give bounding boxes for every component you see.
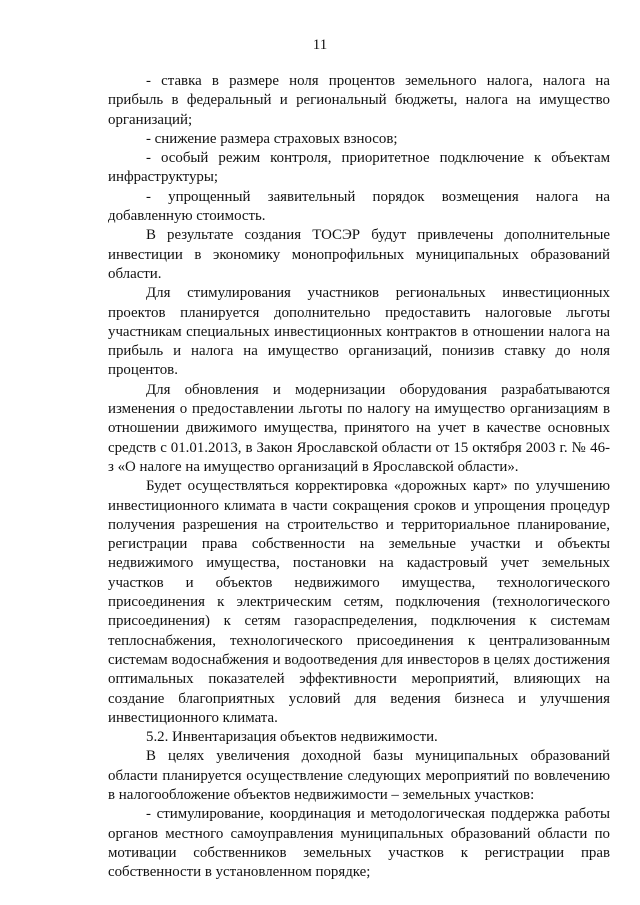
paragraph-revenue-base: В целях увеличения доходной базы муниципальных образований области планируется осуществление следующих мероприятий по вовлечению в налогообложение объектов недвижимости – земельных участков: [108, 748, 610, 803]
paragraph-insurance: - снижение размера страховых взносов; [146, 130, 398, 147]
paragraph-rate-zero: - ставка в размере ноля процентов земельного налога, налога на прибыль в федеральный и региональный бюджеты, налога на имущество организаций; [108, 73, 610, 128]
document-body [108, 72, 610, 882]
paragraph-toser-result: В результате создания ТОСЭР будут привлечены дополнительные инвестиции в экономику монопрофильных муниципальных образований области. [108, 227, 610, 282]
paragraph-vat-refund: - упрощенный заявительный порядок возмещения налога на добавленную стоимость. [108, 188, 610, 225]
section-heading-5-2: 5.2. Инвентаризация объектов недвижимости. [146, 729, 438, 746]
paragraph-investment-projects: Для стимулирования участников региональных инвестиционных проектов планируется дополнительно предоставить налоговые льготы участникам специальных инвестиционных контрактов в отношении налога на прибыль и налога на имущество организаций, понизив ставку до ноля процентов. [108, 285, 610, 379]
paragraph-stimulation: - стимулирование, координация и методологическая поддержка работы органов местного самоуправления муниципальных образований области по мотивации собственников земельных участков к регистрации прав собственности в установленном порядке; [108, 806, 610, 881]
page-number: 11 [312, 37, 328, 53]
paragraph-control-regime: - особый режим контроля, приоритетное подключение к объектам инфраструктуры; [108, 150, 610, 186]
paragraph-equipment-modernization: Для обновления и модернизации оборудования разрабатываются изменения о предоставлении льготы по налогу на имущество организациям в отношении движимого имущества, принятого на учет в качестве основных средств с 01.01.2013, в Закон Ярославской области от 15 октября 2003 г. № 46-з «О налоге на имущество организаций в Ярославской области». [108, 381, 610, 475]
paragraph-roadmaps: Будет осуществляться корректировка «дорожных карт» по улучшению инвестиционного климата в части сокращения сроков и упрощения процедур получения разрешения на строительство и территориальное планирование, регистрации права собственности на земельные участки и объекты недвижимого имущества, постановки на кадастровый учет земельных участков и объектов недвижимого имущества, технологического присоединения к электрическим сетям, подключения (технологического присоединения) к сетям газораспределения, подключения к системам теплоснабжения, технологического присоединения к централизованным системам водоснабжения и водоотведения для инвесторов в целях достижения оптимальных показателей эффективности мероприятий, влияющих на создание благоприятных условий для ведения бизнеса и улучшения инвестиционного климата. [108, 478, 610, 726]
